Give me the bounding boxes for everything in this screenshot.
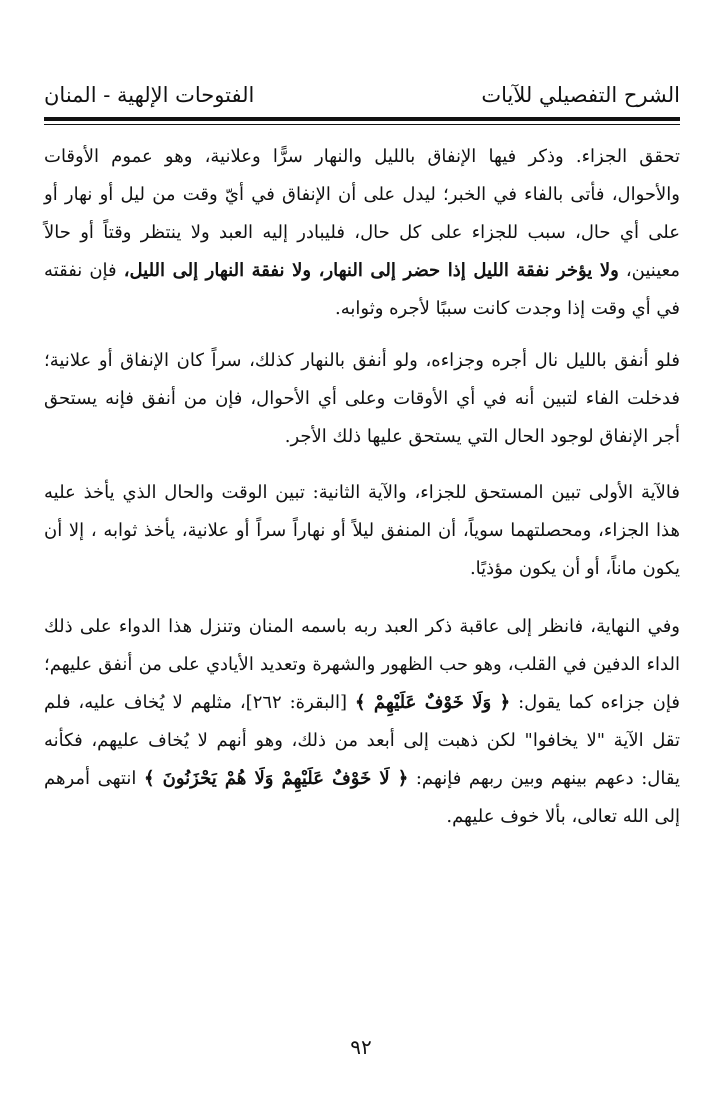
paragraph-1-text-b: فإن نفقته في أي وقت إذا وجدت كانت سببًا لأجره وثوابه. bbox=[44, 260, 680, 319]
paragraph-2-text: فلو أنفق بالليل نال أجره وجزاءه، ولو أنفق بالنهار كذلك، سراً كان الإنفاق أو علانية؛ فدخلت الفاء لتبين أنه في أي الأوقات وعلى أي الأحوال، فإن من أنفق فإنه يستحق أجر الإنفاق لوجود الحال التي يستحق عليها ذلك الأجر. bbox=[44, 350, 680, 447]
paragraph-3-text: فالآية الأولى تبين المستحق للجزاء، والآية الثانية: تبين الوقت والحال الذي يأخذ عليه هذا الجزاء، ومحصلتهما سوياً، أن المنفق ليلاً أو نهاراً سراً أو علانية، يأخذ ثوابه ، إلا أن يكون ماناً، أو أن يكون مؤذيًا. bbox=[44, 482, 680, 579]
header-rule-thick bbox=[44, 117, 680, 121]
quran-verse-2: ﴿ لَا خَوْفٌ عَلَيْهِمْ وَلَا هُمْ يَحْزَنُونَ ﴾ bbox=[143, 768, 409, 789]
paragraph-1-bold-text: ولا يؤخر نفقة الليل إذا حضر إلى النهار، ولا نفقة النهار إلى الليل، bbox=[123, 260, 619, 281]
paragraph-3 bbox=[44, 474, 680, 588]
paragraph-4-text-b: [البقرة: ٢٦٢]، مثلهم لا يُخاف عليه، فلم تقل الآية "لا يخافوا" لكن ذهبت إلى أبعد من ذلك، وهو أنهم لا يُخاف عليهم، فكأنه يقال: دعهم بينهم وبين ربهم فإنهم: bbox=[44, 692, 680, 789]
paragraph-4-text-a: وفي النهاية، فانظر إلى عاقبة ذكر العبد ربه باسمه المنان وتنزل هذا الدواء على ذلك الداء الدفين في القلب، وهو حب الظهور والشهرة وتعديد الأيادي على من أنفق عليهم؛ فإن جزاءه كما يقول: bbox=[44, 616, 680, 713]
running-header bbox=[44, 80, 680, 114]
header-rule-thin bbox=[44, 124, 680, 125]
paragraph-4 bbox=[44, 608, 680, 836]
quran-verse-1: ﴿ وَلَا خَوْفٌ عَلَيْهِمْ ﴾ bbox=[354, 692, 511, 713]
header-left-title: الفتوحات الإلهية - المنان bbox=[44, 83, 255, 107]
page-number: ٩٢ bbox=[350, 1035, 372, 1059]
page-body bbox=[44, 138, 680, 836]
paragraph-1 bbox=[44, 138, 680, 328]
paragraph-4-text-c: انتهى أمرهم إلى الله تعالى، بألا خوف عليهم. bbox=[44, 768, 680, 827]
header-right-title: الشرح التفصيلي للآيات bbox=[481, 83, 680, 107]
paragraph-2 bbox=[44, 342, 680, 456]
paragraph-1-text-a: تحقق الجزاء. وذكر فيها الإنفاق بالليل والنهار سرًّا وعلانية، وهو عموم الأوقات والأحوال، فأتى بالفاء في الخبر؛ ليدل على أن الإنفاق في أيّ وقت من ليل أو نهار أو على أي حال، سبب للجزاء على كل حال، فليبادر إليه العبد ولا ينتظر وقتاً أو حالاً معينين، bbox=[44, 146, 680, 281]
